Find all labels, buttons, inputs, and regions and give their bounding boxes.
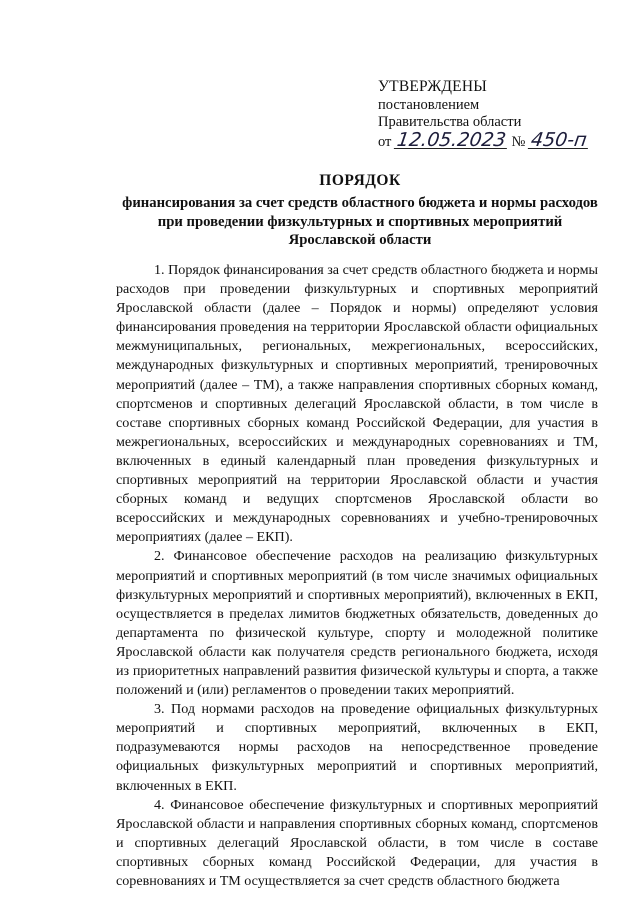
document-title-block xyxy=(90,172,630,250)
paragraph-2: 2. Финансовое обеспечение расходов на реализацию физкультурных мероприятий и спортивных мероприятий (в том числе значимых официальных физкультурных мероприятий и спортивных мероприятий), включенных в ЕКП, осуществляется в пределах лимитов бюджетных обязательств, доведенных до департамента по физической культуре, спорту и молодежной политике Ярославской области как получателя средств регионального бюджета, исходя из приоритетных направлений развития физической культуры и спорта, а также положений и (или) регламентов о проведении таких мероприятий. xyxy=(116,548,598,699)
paragraph-1: 1. Порядок финансирования за счет средств областного бюджета и нормы расходов при проведении физкультурных и спортивных мероприятий Ярославской области (далее – Порядок и нормы) определяют условия финансирования проведения на территории Ярославской области официальных межмуниципальных, региональных, межрегиональных, всероссийских, международных физкультурных и спортивных мероприятий, тренировочных мероприятий (далее – ТМ), а также направления спортивных сборных команд, спортсменов и спортивных делегаций Ярославской области, в том числе в составе спортивных сборных команд Российской Федерации, для участия в межрегиональных, всероссийских и международных соревнованиях и ТМ, включенных в единый календарный план проведения физкультурных и спортивных мероприятий на территории Ярославской области и участия сборных команд и ведущих спортсменов Ярославской области во всероссийских и международных соревнованиях и учебно-тренировочных мероприятиях (далее – ЕКП). xyxy=(116,262,598,546)
paragraph-3: 3. Под нормами расходов на проведение официальных физкультурных мероприятий и спортивных мероприятий, включенных в ЕКП, подразумеваются нормы расходов на непосредственное проведение официальных физкультурных мероприятий и спортивных мероприятий, включенных в ЕКП. xyxy=(116,701,598,794)
approval-stamp-block xyxy=(378,78,588,151)
approved-heading: УТВЕРЖДЕНЫ xyxy=(378,78,487,95)
date-prefix: от xyxy=(378,134,392,150)
approved-by-text: постановлением xyxy=(378,97,480,113)
paragraph-4: 4. Финансовое обеспечение физкультурных и спортивных мероприятий Ярославской области и направления спортивных сборных команд, спортсменов и спортивных делегаций Ярославской области, в том числе в составе спортивных сборных команд Российской Федерации, для участия в соревнованиях и ТМ осуществляется за счет средств областного бюджета xyxy=(116,796,598,889)
document-body xyxy=(116,261,598,891)
handwritten-date: 12.05.2023 xyxy=(395,129,508,151)
handwritten-number: 450-п xyxy=(529,129,589,151)
approval-date-line xyxy=(378,129,589,151)
document-subtitle-line-2: при проведении физкультурных и спортивных мероприятий xyxy=(157,213,563,230)
document-title: ПОРЯДОК xyxy=(319,172,401,189)
document-subtitle-line-3: Ярославской области xyxy=(288,232,432,248)
approving-authority: Правительства области xyxy=(378,114,522,130)
document-subtitle-line-1: финансирования за счет средств областного бюджета и нормы расходов xyxy=(122,195,598,211)
number-prefix: № xyxy=(511,134,526,150)
